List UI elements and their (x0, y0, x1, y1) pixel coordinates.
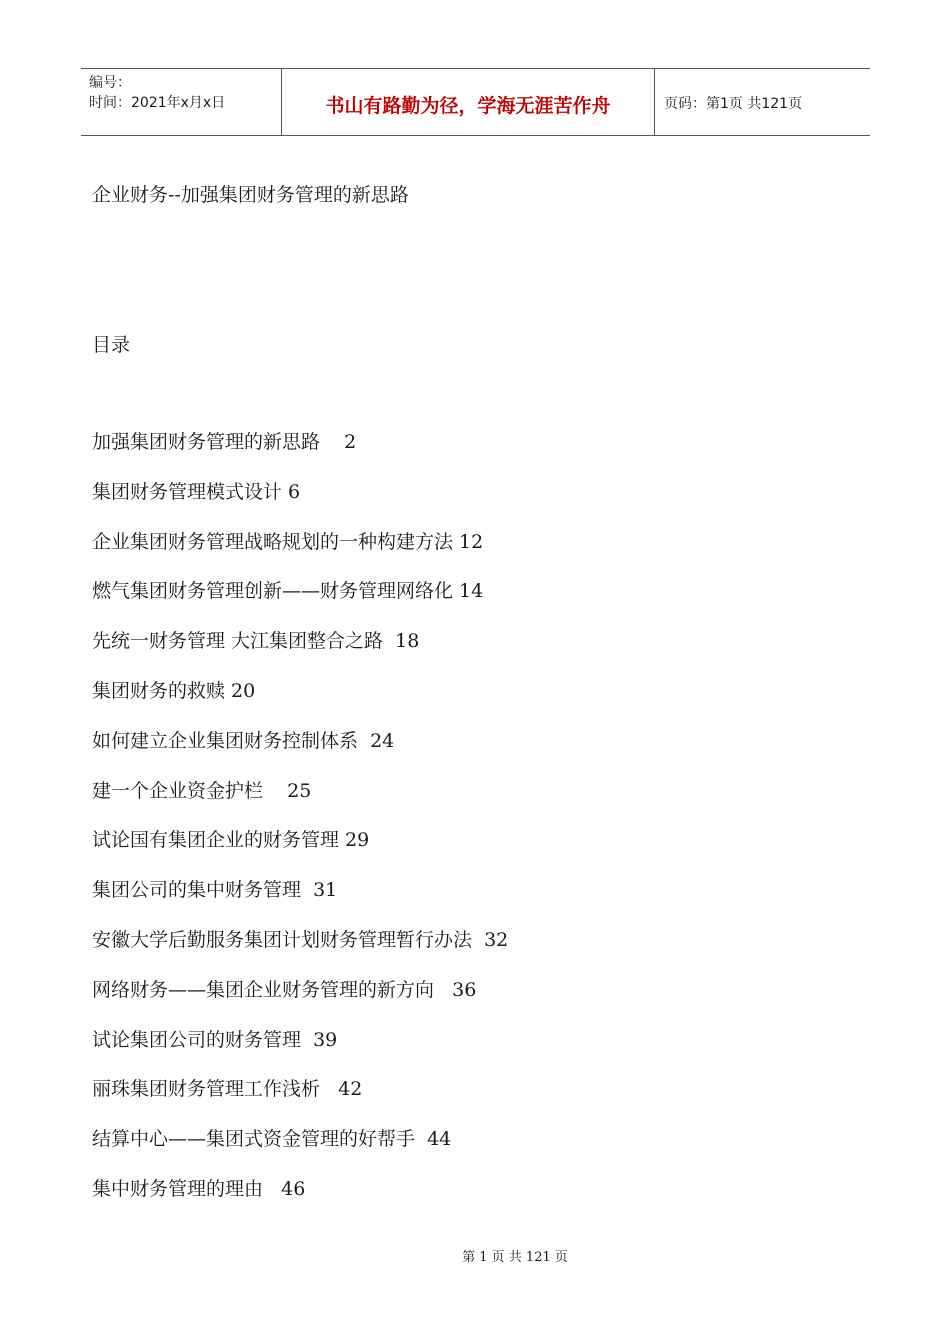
toc-item: 结算中心——集团式资金管理的好帮手 44 (92, 1128, 452, 1151)
toc-item: 企业集团财务管理战略规划的一种构建方法 12 (92, 530, 484, 553)
table-of-contents (92, 427, 508, 1224)
toc-item: 加强集团财务管理的新思路 2 (92, 431, 357, 453)
toc-item: 集团财务的救赎 20 (92, 679, 256, 702)
toc-item: 集中财务管理的理由 46 (92, 1177, 306, 1200)
header-meta (81, 69, 282, 135)
time-label: 时间：2021年x月x日 (89, 95, 226, 111)
toc-item: 燃气集团财务管理创新——财务管理网络化 14 (92, 580, 484, 603)
toc-item: 网络财务——集团企业财务管理的新方向 36 (92, 978, 477, 1001)
toc-item: 丽珠集团财务管理工作浅析 42 (92, 1078, 363, 1101)
toc-item: 试论集团公司的财务管理 39 (92, 1028, 338, 1051)
toc-item: 集团公司的集中财务管理 31 (92, 879, 338, 902)
toc-item: 建一个企业资金护栏 25 (92, 779, 312, 802)
toc-item: 如何建立企业集团财务控制体系 24 (92, 729, 395, 752)
toc-item: 试论国有集团企业的财务管理 29 (92, 829, 370, 852)
toc-item: 安徽大学后勤服务集团计划财务管理暂行办法 32 (92, 928, 509, 951)
header-page-info: 页码：第1页 共121页 (664, 96, 803, 112)
toc-item: 集团财务管理模式设计 6 (92, 480, 301, 503)
toc-heading: 目录 (92, 334, 131, 356)
header-motto: 书山有路勤为径，学海无涯苦作舟 (282, 69, 655, 135)
page-footer: 第 1 页 共 121 页 (462, 1250, 568, 1265)
document-title: 企业财务--加强集团财务管理的新思路 (92, 184, 409, 206)
toc-item: 先统一财务管理 大江集团整合之路 18 (92, 630, 420, 653)
page-header (81, 68, 870, 136)
number-label: 编号： (89, 75, 131, 91)
